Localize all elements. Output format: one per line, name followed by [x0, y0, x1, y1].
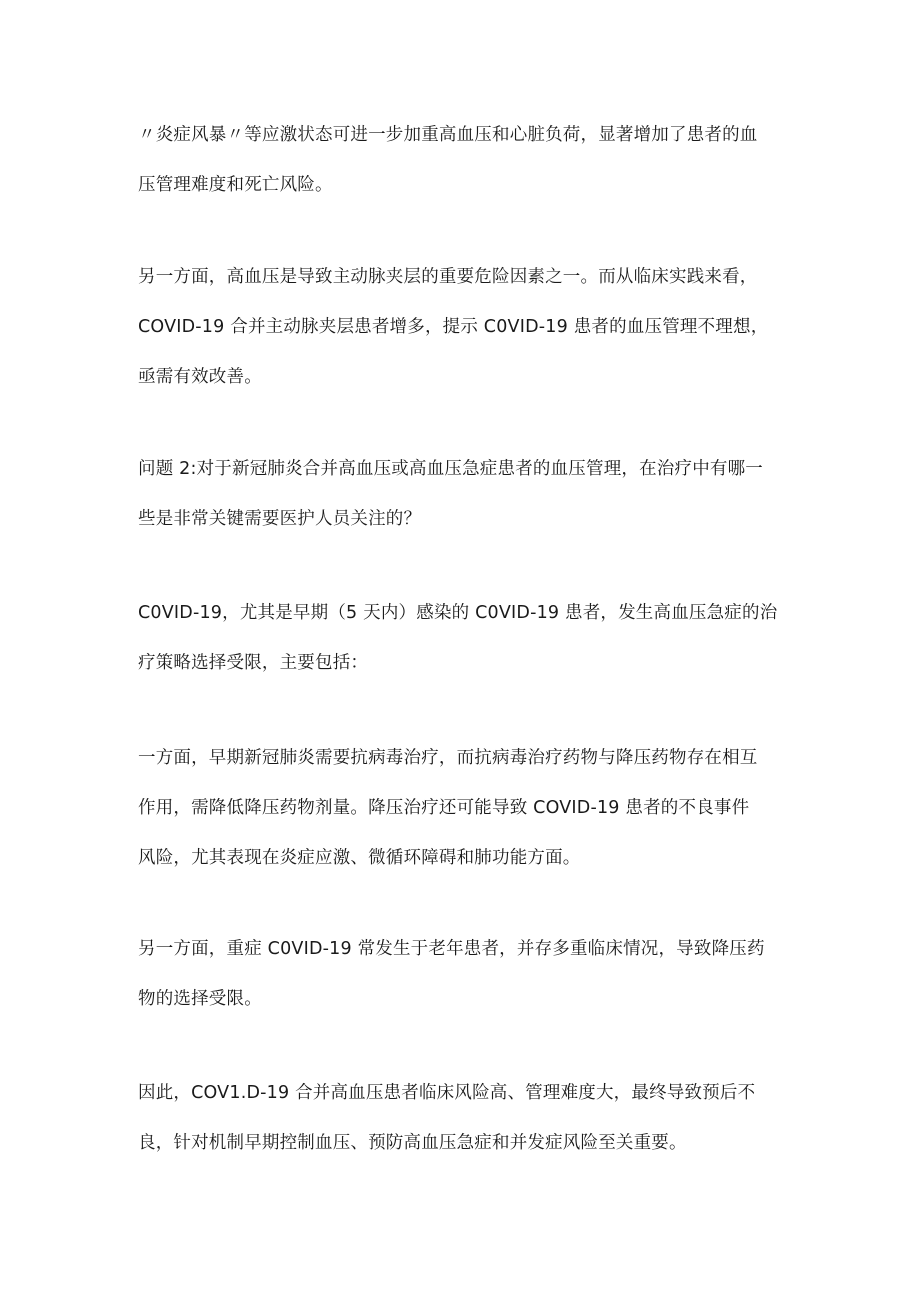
text-line: 压管理难度和死亡风险。: [138, 175, 333, 195]
text-line: C0VID-19，尤其是早期（5 天内）感染的 C0VID-19 患者，发生高血压急症的治: [138, 603, 778, 623]
text-line: COVID-19 合并主动脉夹层患者增多，提示 C0VID-19 患者的血压管理不理想，: [138, 317, 769, 337]
text-line: 些是非常关键需要医护人员关注的？: [138, 509, 422, 529]
paragraph-early-infection: [138, 588, 798, 688]
paragraph-elderly-patients: [138, 924, 798, 1024]
text-line: 另一方面，重症 C0VID-19 常发生于老年患者，并存多重临床情况，导致降压药: [138, 939, 765, 959]
text-line: 疗策略选择受限，主要包括：: [138, 653, 369, 673]
paragraph-question-2: [138, 444, 798, 544]
text-line: 〃炎症风暴〃等应激状态可进一步加重高血压和心脏负荷，显著增加了患者的血: [138, 125, 758, 145]
text-line: 亟需有效改善。: [138, 367, 262, 387]
text-line: 另一方面，高血压是导致主动脉夹层的重要危险因素之一。而从临床实践来看，: [138, 267, 758, 287]
paragraph-antiviral-interaction: [138, 733, 798, 883]
paragraph-inflammation-storm: [138, 110, 798, 210]
paragraph-conclusion: [138, 1068, 798, 1168]
text-line: 物的选择受限。: [138, 989, 262, 1009]
text-line: 风险，尤其表现在炎症应激、微循环障碍和肺功能方面。: [138, 848, 581, 868]
text-line: 作用，需降低降压药物剂量。降压治疗还可能导致 COVID-19 患者的不良事件: [138, 798, 750, 818]
text-line: 良，针对机制早期控制血压、预防高血压急症和并发症风险至关重要。: [138, 1133, 687, 1153]
text-line: 因此，COV1.D-19 合并高血压患者临床风险高、管理难度大，最终导致预后不: [138, 1083, 756, 1103]
text-line: 一方面，早期新冠肺炎需要抗病毒治疗，而抗病毒治疗药物与降压药物存在相互: [138, 748, 758, 768]
text-line: 问题 2:对于新冠肺炎合并高血压或高血压急症患者的血压管理，在治疗中有哪一: [138, 459, 763, 479]
paragraph-aortic-dissection: [138, 252, 798, 402]
